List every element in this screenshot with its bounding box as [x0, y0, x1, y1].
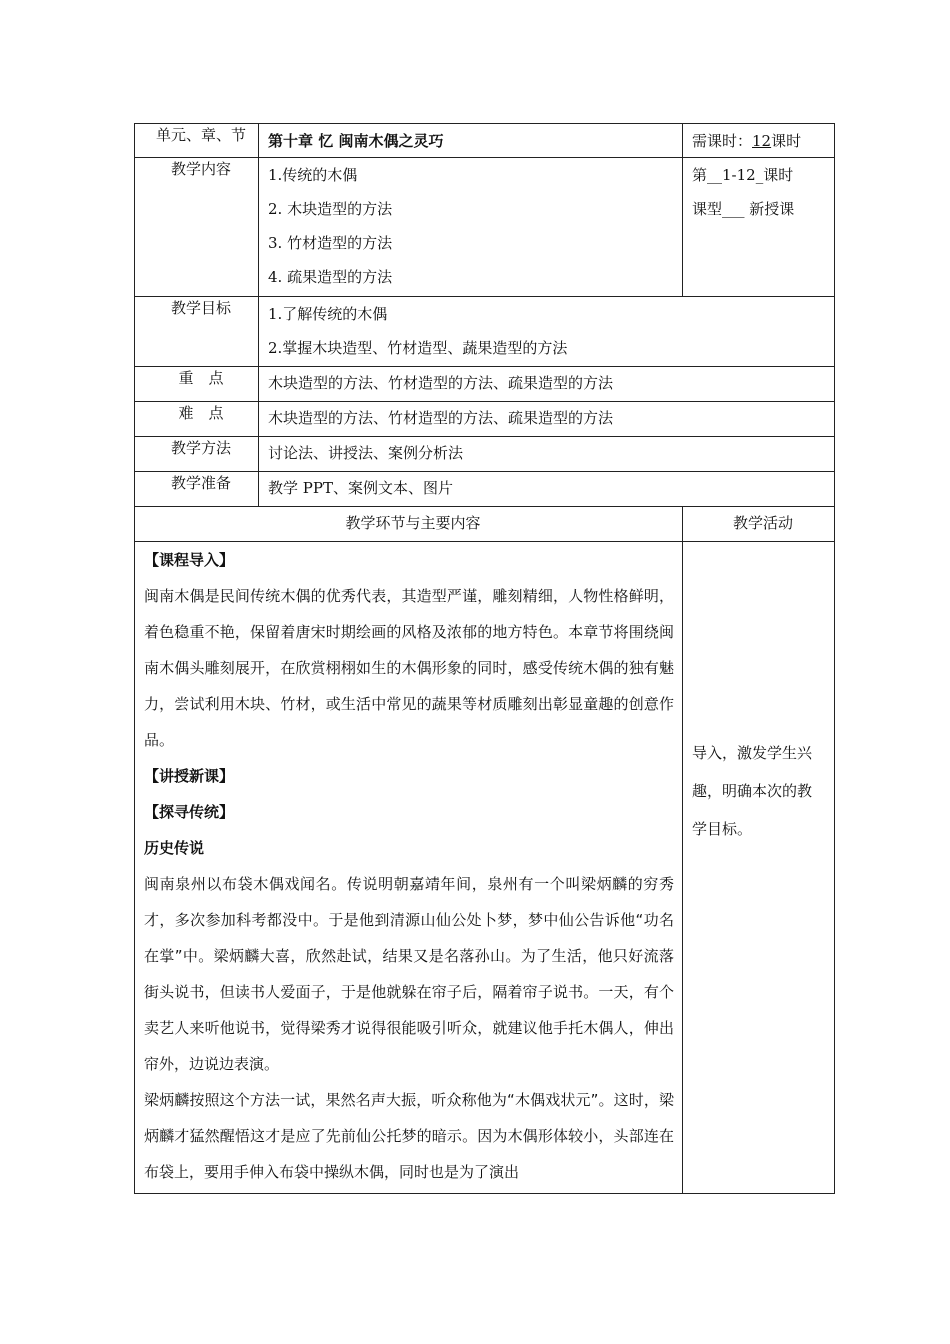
goals-list: [259, 297, 835, 367]
goals-row: [135, 297, 835, 367]
key-value: 木块造型的方法、竹材造型的方法、疏果造型的方法: [268, 374, 614, 392]
chapter-title: 第十章 忆 闽南木偶之灵巧: [259, 124, 683, 158]
content-list: [259, 158, 683, 297]
main-content-cell: [135, 542, 683, 1194]
goal-item: 1.了解传统的木偶: [268, 305, 388, 323]
hours-cell: 需课时：12课时: [683, 124, 835, 158]
explore-heading: 【探寻传统】: [144, 803, 235, 821]
period-line: 第__1-12_课时: [692, 166, 794, 184]
history-paragraph-1: 闽南泉州以布袋木偶戏闻名。传说明朝嘉靖年间，泉州有一个叫梁炳麟的穷秀才，多次参加科考都没中。于是他到清源山仙公处卜梦，梦中仙公告诉他“功名在掌”中。梁炳麟大喜，欣然赴试，结果又是名落孙山。为了生活，他只好流落街头说书，但读书人爱面子，于是他就躲在帘子后，隔着帘子说书。一天，有个卖艺人来听他说书，觉得梁秀才说得很能吸引听众，就建议他手托木偶人，伸出帘外，边说边表演。: [144, 875, 674, 1073]
prep-row: [135, 472, 835, 507]
prep-label: 教学准备: [135, 472, 259, 507]
header-row: [135, 124, 835, 158]
lesson-type-line: 课型___ 新授课: [692, 200, 795, 218]
goals-label: 教学目标: [135, 297, 259, 367]
key-row: [135, 367, 835, 402]
content-item: 1.传统的木偶: [268, 166, 358, 184]
new-lesson-heading: 【讲授新课】: [144, 767, 235, 785]
section-main-header: 教学环节与主要内容: [345, 514, 481, 532]
history-heading: 历史传说: [144, 839, 205, 857]
unit-label: 单元、章、节: [135, 124, 259, 158]
difficulty-row: [135, 402, 835, 437]
content-item: 4. 疏果造型的方法: [268, 268, 393, 286]
period-cell: [683, 158, 835, 297]
section-activity-header: 教学活动: [732, 514, 793, 532]
key-label: 重 点: [135, 367, 259, 402]
method-label: 教学方法: [135, 437, 259, 472]
method-row: [135, 437, 835, 472]
intro-paragraph: 闽南木偶是民间传统木偶的优秀代表，其造型严谨，雕刻精细，人物性格鲜明，着色稳重不艳，保留着唐宋时期绘画的风格及浓郁的地方特色。本章节将围绕闽南木偶头雕刻展开，在欣赏栩栩如生的木偶形象的同时，感受传统木偶的独有魅力，尝试利用木块、竹材，或生活中常见的蔬果等材质雕刻出彰显童趣的创意作品。: [144, 587, 674, 749]
method-value: 讨论法、讲授法、案例分析法: [268, 444, 464, 462]
hours-value: 12: [752, 132, 772, 150]
history-paragraph-2: 梁炳麟按照这个方法一试，果然名声大振，听众称他为“木偶戏状元”。这时，梁炳麟才猛然醒悟这才是应了先前仙公托梦的暗示。因为木偶形体较小，头部连在布袋上，要用手伸入布袋中操纵木偶，同时也是为了演出: [144, 1091, 674, 1181]
content-item: 3. 竹材造型的方法: [268, 234, 393, 252]
content-row: [135, 158, 835, 297]
section-header-row: [135, 507, 835, 542]
lesson-plan-table: [134, 123, 835, 1194]
difficulty-value: 木块造型的方法、竹材造型的方法、疏果造型的方法: [268, 409, 614, 427]
goal-item: 2.掌握木块造型、竹材造型、蔬果造型的方法: [268, 339, 568, 357]
prep-value: 教学 PPT、案例文本、图片: [268, 479, 453, 497]
activity-text: 导入，激发学生兴趣，明确本次的教学目标。: [692, 744, 813, 838]
difficulty-label: 难 点: [135, 402, 259, 437]
body-row: [135, 542, 835, 1194]
activity-cell: [683, 542, 835, 1194]
content-label: 教学内容: [135, 158, 259, 297]
content-item: 2. 木块造型的方法: [268, 200, 393, 218]
intro-heading: 【课程导入】: [144, 551, 235, 569]
